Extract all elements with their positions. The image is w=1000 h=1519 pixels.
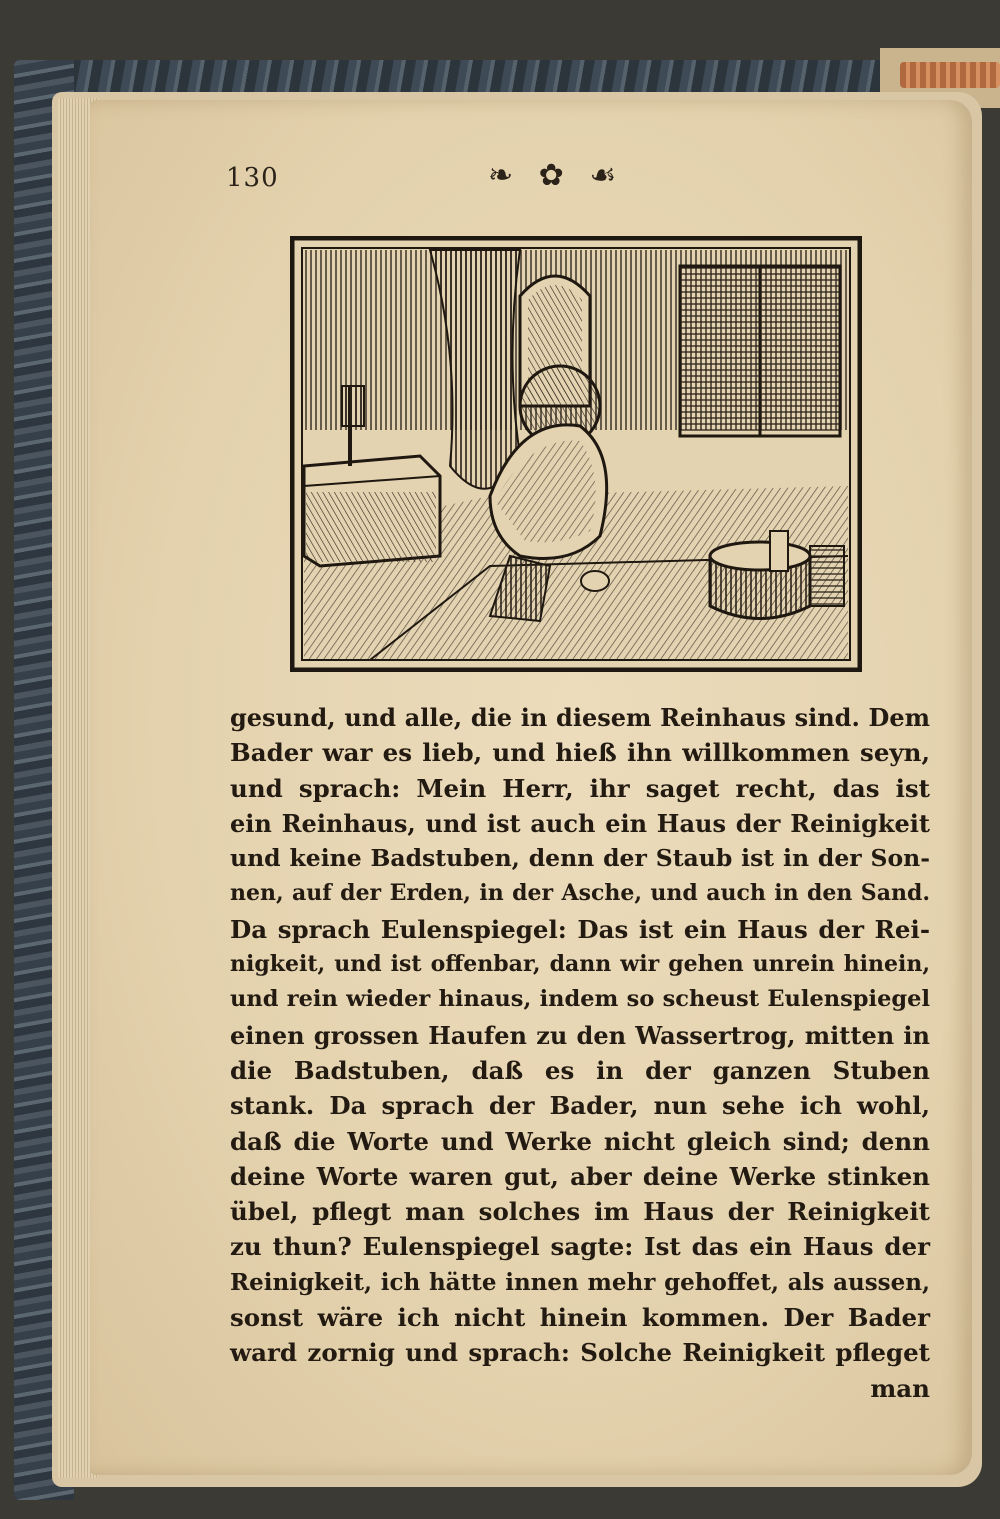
text-line: stank. Da sprach der Bader, nun sehe ich wohl, [230, 1091, 930, 1121]
woodcut-bathhouse-scene-icon [290, 236, 862, 672]
page-text [230, 700, 930, 1406]
text-line: gesund, und alle, die in diesem Reinhaus sind. Dem [230, 703, 930, 732]
text-line: Reinigkeit, ich hätte innen mehr gehoffet, als aussen, [230, 1268, 930, 1296]
text-line: nen, auf der Erden, in der Asche, und auch in den Sand. [230, 880, 930, 907]
text-line: nigkeit, und ist offenbar, dann wir gehen unrein hinein, [230, 951, 930, 978]
text-line: ward zornig und sprach: Solche Reinigkeit pfleget [230, 1338, 930, 1368]
text-line: sonst wäre ich nicht hinein kommen. Der Bader [230, 1303, 930, 1333]
text-line: übel, pflegt man solches im Haus der Reinigkeit [230, 1197, 930, 1227]
book-headband [900, 62, 1000, 88]
text-line: Da sprach Eulenspiegel: Das ist ein Haus der Rei- [230, 914, 930, 944]
text-line: daß die Worte und Werke nicht gleich sind; denn [230, 1126, 930, 1156]
header-ornament: ❧ ✿ ☙ [488, 158, 625, 193]
text-line: die Badstuben, daß es in der ganzen Stuben [230, 1055, 930, 1085]
text-line: und rein wieder hinaus, indem so scheust Eulenspiegel [230, 986, 930, 1013]
text-line: zu thun? Eulenspiegel sagte: Ist das ein Haus der [230, 1232, 930, 1262]
text-line: und keine Badstuben, denn der Staub ist in der Son- [230, 844, 930, 873]
page-number: 130 [226, 163, 279, 193]
catchword: man [870, 1373, 930, 1403]
text-line: Bader war es lieb, und hieß ihn willkommen seyn, [230, 738, 930, 768]
text-line: deine Worte waren gut, aber deine Werke stinken [230, 1161, 930, 1191]
text-line: und sprach: Mein Herr, ihr saget recht, das ist [230, 773, 930, 803]
text-line: ein Reinhaus, und ist auch ein Haus der Reinigkeit [230, 808, 930, 838]
text-line: einen grossen Haufen zu den Wassertrog, mitten in [230, 1020, 930, 1050]
